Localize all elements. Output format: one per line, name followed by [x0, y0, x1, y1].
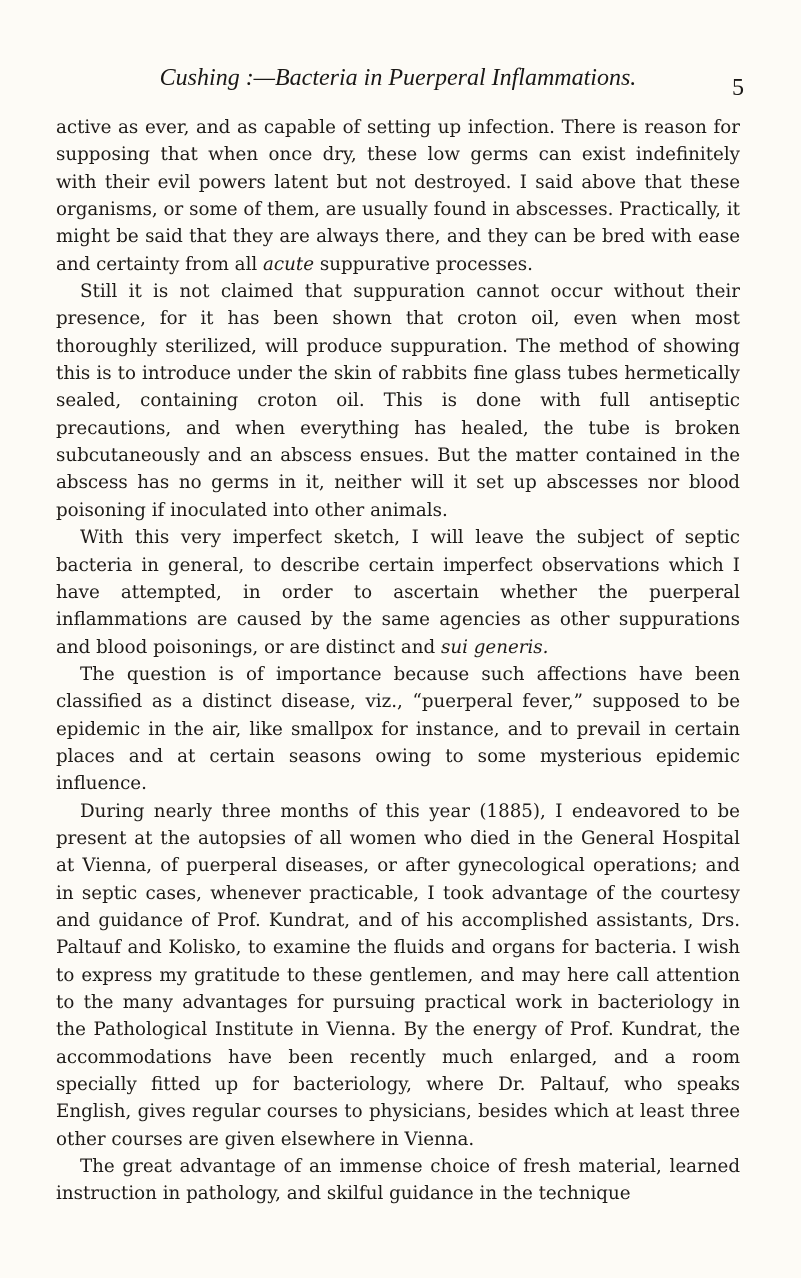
emphasis-acute: acute: [263, 253, 315, 275]
running-head: [56, 56, 744, 101]
body-text: [56, 114, 740, 1208]
paragraph-3: With this very imperfect sketch, I will leave the subject of septic bacteria in general, to describe certain imperfect observations which I have attempted, in order to ascertain whether the puerperal inflammations are caused by the same agencies as other suppurations and blood poisonings, or are distinct and sui generis.: [56, 527, 740, 658]
emphasis-sui-generis: sui generis.: [440, 636, 549, 658]
paragraph-4: The question is of importance because such affections have been classified as a distinct disease, viz., “puerperal fever,” supposed to be epidemic in the air, like smallpox for instance, and to prevail in certain places and at certain seasons owing to some mysterious epidemic influence.: [56, 663, 740, 795]
running-title: Cushing :—Bacteria in Puerperal Inflammations.: [159, 65, 637, 91]
paragraph-6: The great advantage of an immense choice of fresh material, learned instruction in pathology, and skilful guidance in the technique: [56, 1156, 740, 1205]
page-number: 5: [732, 75, 744, 101]
paragraph-5: During nearly three months of this year (1885), I endeavored to be present at the autopsies of all women who died in the General Hospital at Vienna, of puerperal diseases, or after gynecological operations; and in septic cases, whenever practicable, I took advantage of the courtesy and guidance of Prof. Kundrat, and of his accomplished assistants, Drs. Paltauf and Kolisko, to examine the fluids and organs for bacteria. I wish to express my gratitude to these gentlemen, and may here call attention to the many advantages for pursuing practical work in bacteriology in the Pathological Institute in Vienna. By the energy of Prof. Kundrat, the accommodations have been recently much enlarged, and a room specially fitted up for bacteriology, where Dr. Paltauf, who speaks English, gives regular courses to physicians, besides which at least three other courses are given elsewhere in Vienna.: [56, 800, 740, 1150]
paragraph-1: active as ever, and as capable of setting up infection. There is reason for supposing that when once dry, these low germs can exist indefinitely with their evil powers latent but not destroyed. I said above that these organisms, or some of them, are usually found in abscesses. Practically, it might be said that they are always there, and they can be bred with ease and certainty from all acute suppurative processes.: [56, 117, 740, 275]
book-page: [56, 56, 744, 1208]
paragraph-2: Still it is not claimed that suppuration cannot occur without their presence, for it has been shown that croton oil, even when most thoroughly sterilized, will produce suppuration. The method of showing this is to introduce under the skin of rabbits fine glass tubes hermetically sealed, containing croton oil. This is done with full antiseptic precautions, and when everything has healed, the tube is broken subcutaneously and an abscess ensues. But the matter contained in the abscess has no germs in it, neither will it set up abscesses nor blood poisoning if inoculated into other animals.: [56, 281, 740, 521]
